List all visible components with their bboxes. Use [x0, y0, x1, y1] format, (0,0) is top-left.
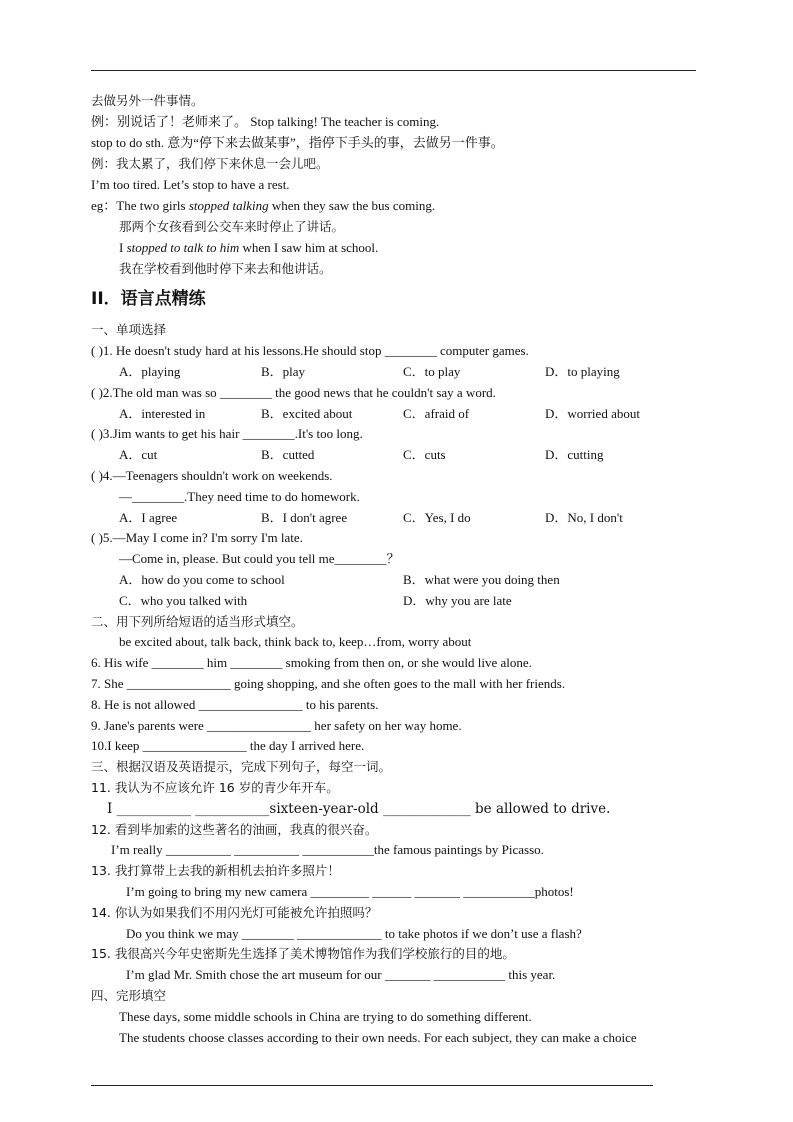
- option-c: C．Yes, I do: [403, 510, 471, 525]
- text-line: 我在学校看到他时停下来去和他讲话。: [119, 261, 332, 276]
- option-d: D．why you are late: [403, 593, 512, 608]
- option-d: D．cutting: [545, 447, 604, 462]
- option-b: B．excited about: [261, 406, 353, 421]
- option-a: A．interested in: [119, 406, 206, 421]
- part-title: 四、完形填空: [91, 988, 167, 1003]
- example-line: [119, 239, 378, 257]
- text-line: 去做另外一件事情。: [91, 93, 204, 108]
- question-stem: ( )5.—May I come in? I'm sorry I'm late.: [91, 530, 303, 545]
- example-prefix: I: [119, 240, 127, 255]
- translate-cn: 11. 我认为不应该允许 16 岁的青少年开车。: [91, 780, 339, 795]
- question-stem: ( )4.—Teenagers shouldn't work on weekends.: [91, 468, 333, 483]
- option-c: C．who you talked with: [119, 593, 248, 608]
- fill-question: 6. His wife ________ him ________ smoking from then on, or she would live alone.: [91, 655, 532, 670]
- example-line: [91, 197, 435, 215]
- option-c: C．afraid of: [403, 406, 470, 421]
- translate-cn: 12. 看到毕加索的这些著名的油画，我真的很兴奋。: [91, 822, 378, 837]
- part-title: 二、用下列所给短语的适当形式填空。: [91, 614, 304, 629]
- translate-en: I’m really __________ __________ ___________the famous paintings by Picasso.: [111, 842, 544, 857]
- part-title: 一、单项选择: [91, 322, 167, 337]
- section-heading: II．语言点精练: [91, 289, 206, 309]
- passage-line: These days, some middle schools in China are trying to do something different.: [119, 1009, 532, 1024]
- text-line: 那两个女孩看到公交车来时停止了讲话。: [119, 219, 345, 234]
- phrase-bank: be excited about, talk back, think back to, keep…from, worry about: [119, 634, 472, 649]
- option-c: C．to play: [403, 364, 461, 379]
- option-b: B．I don't agree: [261, 510, 348, 525]
- option-c: C．cuts: [403, 447, 446, 462]
- text-line: stop to do sth. 意为“停下来去做某事”，指停下手头的事，去做另一件事。: [91, 135, 504, 150]
- question-stem-reply: —________.They need time to do homework.: [119, 489, 360, 504]
- translate-en: I ___________ ___________sixteen-year-old _____________ be allowed to drive.: [107, 801, 611, 817]
- translate-en: I’m going to bring my new camera _________ ______ _______ ___________photos!: [126, 884, 574, 899]
- option-a: A．cut: [119, 447, 158, 462]
- option-d: D．worried about: [545, 406, 640, 421]
- question-stem: ( )1. He doesn't study hard at his lessons.He should stop ________ computer games.: [91, 343, 529, 358]
- question-stem: ( )3.Jim wants to get his hair ________.It's too long.: [91, 426, 363, 441]
- example-emphasis: stopped talking: [188, 198, 269, 213]
- fill-question: 9. Jane's parents were ________________ her safety on her way home.: [91, 718, 462, 733]
- option-b: B．cutted: [261, 447, 315, 462]
- option-a: A．I agree: [119, 510, 178, 525]
- translate-cn: 13. 我打算带上去我的新相机去拍许多照片！: [91, 863, 340, 878]
- question-stem: ( )2.The old man was so ________ the good news that he couldn't say a word.: [91, 385, 496, 400]
- text-line: 例：我太累了，我们停下来休息一会儿吧。: [91, 156, 329, 171]
- passage-line: The students choose classes according to their own needs. For each subject, they can make a choice: [119, 1030, 637, 1045]
- text-line: 例：别说话了！老师来了。 Stop talking! The teacher is coming.: [91, 114, 440, 129]
- translate-en: Do you think we may ________ _____________ to take photos if we don’t use a flash?: [126, 926, 582, 941]
- bottom-rule: [91, 1085, 653, 1086]
- fill-question: 10.I keep ________________ the day I arrived here.: [91, 738, 365, 753]
- example-emphasis: stopped to talk to him: [126, 240, 240, 255]
- example-prefix: eg：The two girls: [91, 198, 189, 213]
- translate-cn: 15. 我很高兴今年史密斯先生选择了美术博物馆作为我们学校旅行的目的地。: [91, 946, 515, 961]
- option-d: D．No, I don't: [545, 510, 623, 525]
- question-stem-reply: —Come in, please. But could you tell me________？: [119, 551, 400, 566]
- fill-question: 7. She ________________ going shopping, and she often goes to the mall with her friends.: [91, 676, 566, 691]
- option-b: B．play: [261, 364, 306, 379]
- option-a: A．playing: [119, 364, 181, 379]
- translate-cn: 14. 你认为如果我们不用闪光灯可能被允许拍照吗？: [91, 905, 378, 920]
- example-rest: when I saw him at school.: [239, 240, 379, 255]
- option-a: A．how do you come to school: [119, 572, 285, 587]
- fill-question: 8. He is not allowed ________________ to his parents.: [91, 697, 379, 712]
- option-d: D．to playing: [545, 364, 620, 379]
- part-title: 三、根据汉语及英语提示，完成下列句子，每空一词。: [91, 759, 392, 774]
- text-line: I’m too tired. Let’s stop to have a rest.: [91, 177, 290, 192]
- option-b: B．what were you doing then: [403, 572, 560, 587]
- translate-en: I’m glad Mr. Smith chose the art museum for our _______ ___________ this year.: [126, 967, 556, 982]
- example-rest: when they saw the bus coming.: [268, 198, 436, 213]
- top-rule: [91, 70, 696, 71]
